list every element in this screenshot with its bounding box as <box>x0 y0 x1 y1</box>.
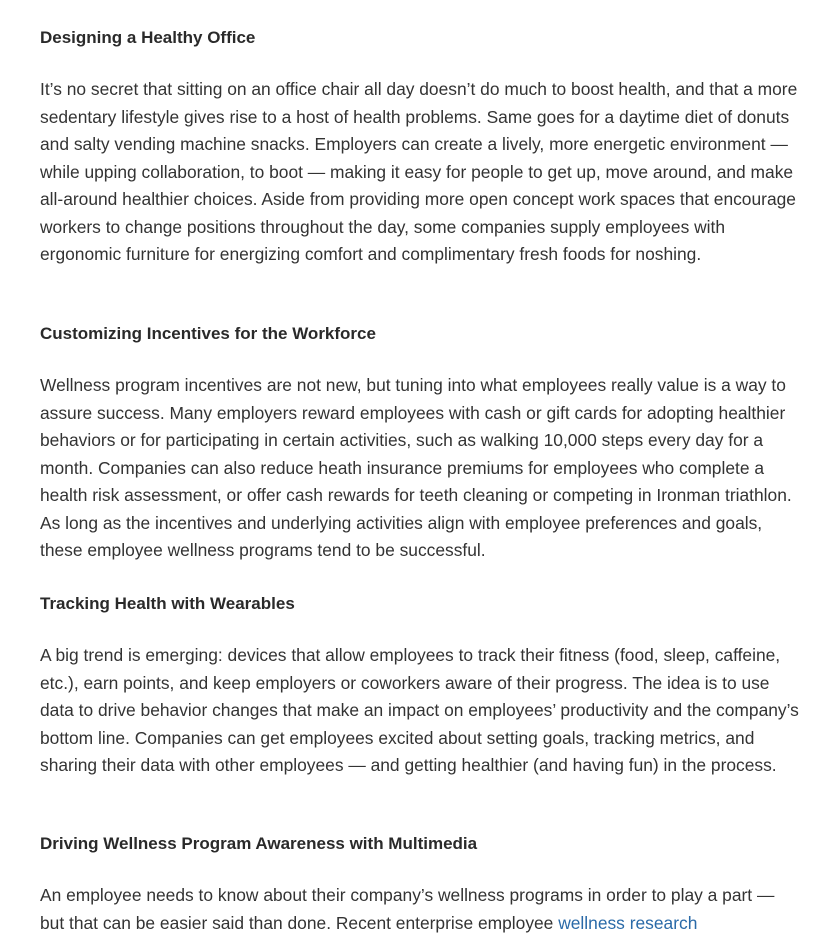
section-body-multimedia-text: An employee needs to know about their company’s wellness programs in order to play a part — but that can be easier said than done. Recent enterprise employee <box>40 885 775 933</box>
section-heading-incentives: Customizing Incentives for the Workforce <box>40 324 376 343</box>
section-body-incentives: Wellness program incentives are not new, but tuning into what employees really value is a way to assure success. Many employers reward employees with cash or gift cards for adopting healthier behaviors or for participating in certain activities, such as walking 10,000 steps every day for a month. Companies can also reduce heath insurance premiums for employees who complete a health risk assessment, or offer cash rewards for teeth cleaning or competing in Ironman triathlon. As long as the incentives and underlying activities align with employee preferences and goals, these employee wellness programs tend to be successful. <box>40 375 792 560</box>
section-body-multimedia <box>40 882 800 937</box>
section-body-healthy-office: It’s no secret that sitting on an office chair all day doesn’t do much to boost health, and that a more sedentary lifestyle gives rise to a host of health problems. Same goes for a daytime diet of donuts and salty vending machine snacks. Employers can create a lively, more energetic environment — while upping collaboration, to boot — making it easy for people to get up, move around, and make all-around healthier choices. Aside from providing more open concept work spaces that encourage workers to change positions throughout the day, some companies supply employees with ergonomic furniture for energizing comfort and complimentary fresh foods for noshing. <box>40 79 798 264</box>
wellness-research-link[interactable]: wellness research <box>558 912 698 933</box>
section-heading-multimedia: Driving Wellness Program Awareness with Multimedia <box>40 834 478 853</box>
section-body-wearables: A big trend is emerging: devices that allow employees to track their fitness (food, sleep, caffeine, etc.), earn points, and keep employers or coworkers aware of their progress. The idea is to use data to drive behavior changes that make an impact on employees’ productivity and the company’s bottom line. Companies can get employees excited about setting goals, tracking metrics, and sharing their data with other employees — and getting healthier (and having fun) in the process. <box>40 645 799 775</box>
section-heading-healthy-office: Designing a Healthy Office <box>40 28 256 47</box>
section-heading-wearables: Tracking Health with Wearables <box>40 594 295 613</box>
